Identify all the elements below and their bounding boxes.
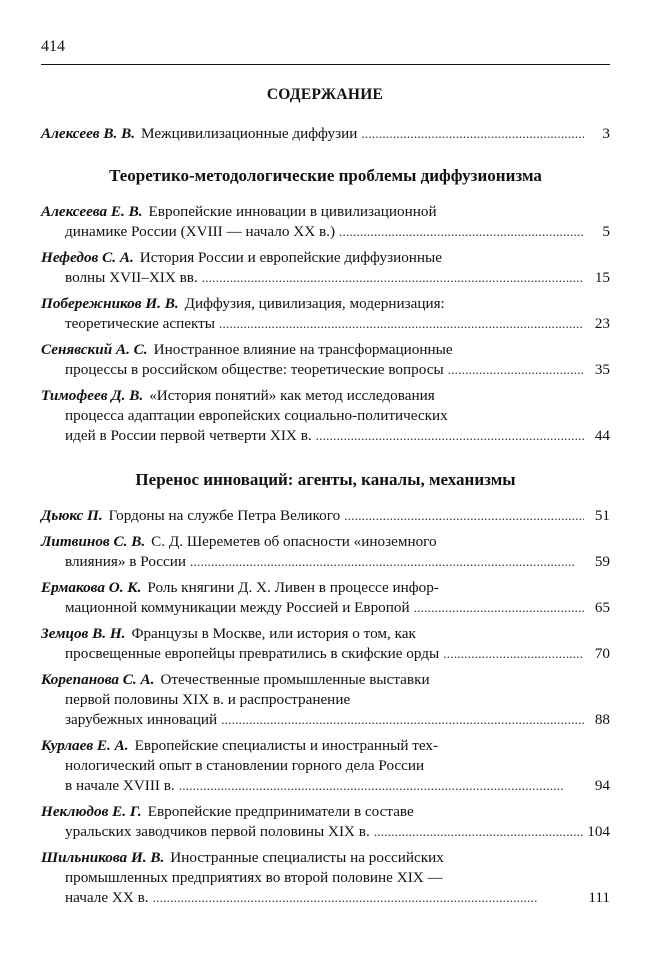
entry-page-number: 59	[594, 553, 610, 570]
entry-title-text: Европейские специалисты и иностранный тех-	[134, 737, 439, 754]
entry-title-text: просвещенные европейцы превратились в скифские орды	[65, 645, 440, 662]
toc-entry-line	[41, 202, 610, 222]
entry-page-number: 35	[594, 361, 610, 378]
toc-entry-line	[41, 426, 610, 446]
entry-author: Неклюдов Е. Г.	[41, 803, 142, 820]
toc-entry	[41, 202, 610, 242]
entry-title-text: Гордоны на службе Петра Великого	[108, 507, 341, 524]
toc-entry	[41, 736, 610, 796]
toc-entry-line	[41, 406, 610, 426]
entry-author: Тимофеев Д. В.	[41, 387, 144, 404]
entry-title-text: уральских заводчиков первой половины XIX в.	[65, 823, 370, 840]
entry-title-text: процессы в российском обществе: теоретические вопросы	[65, 361, 444, 378]
toc-title: СОДЕРЖАНИЕ	[266, 86, 384, 103]
dot-leader	[153, 888, 584, 908]
entry-page-number: 104	[587, 823, 610, 840]
dot-leader	[339, 222, 584, 242]
page-header	[41, 36, 610, 65]
toc-entry-line	[41, 888, 610, 908]
entry-title-text: Европейские инновации в цивилизационной	[148, 203, 437, 220]
toc-entry	[41, 340, 610, 380]
dot-leader	[202, 268, 584, 288]
entry-title-text: идей в России первой четверти XIX в.	[65, 427, 312, 444]
toc-entry-line	[41, 552, 610, 572]
entry-title-text: зарубежных инноваций	[65, 711, 218, 728]
toc-entry-line	[41, 294, 610, 314]
entry-page-number: 15	[594, 269, 610, 286]
entry-title-text: нологический опыт в становлении горного дела России	[65, 757, 425, 774]
toc-entry-line	[41, 848, 610, 868]
entry-title-text: Отечественные промышленные выставки	[160, 671, 430, 688]
entry-title-text: теоретические аспекты	[65, 315, 215, 332]
toc-entry	[41, 248, 610, 288]
entry-title-text: динамике России (XVIII — начало XX в.)	[65, 223, 336, 240]
entry-author: Алексеева Е. В.	[41, 203, 143, 220]
entry-title-text: Европейские предприниматели в составе	[147, 803, 414, 820]
toc-entry	[41, 578, 610, 618]
entry-title-text: Французы в Москве, или история о том, как	[131, 625, 416, 642]
toc-entry-line	[41, 506, 610, 526]
toc-entry-line	[41, 314, 610, 334]
entry-page-number: 65	[594, 599, 610, 616]
entry-title-text: Межцивилизационные диффузии	[141, 125, 358, 142]
dot-leader	[448, 360, 584, 380]
entry-title-text: Диффузия, цивилизация, модернизация:	[184, 295, 445, 312]
entry-author: Шильникова И. В.	[41, 849, 165, 866]
dot-leader	[190, 552, 584, 572]
dot-leader	[361, 124, 584, 144]
toc-entry-line	[41, 756, 610, 776]
entry-author: Алексеев В. В.	[41, 125, 136, 142]
entry-author: Ермакова О. К.	[41, 579, 142, 596]
toc-entry-line	[41, 776, 610, 796]
entry-author: Курлаев Е. А.	[41, 737, 129, 754]
entry-title-text: Роль княгини Д. Х. Ливен в процессе инфор-	[147, 579, 439, 596]
toc-entry-line	[41, 644, 610, 664]
entry-page-number: 3	[602, 125, 610, 142]
entry-author: Земцов В. Н.	[41, 625, 126, 642]
toc-entry-line	[41, 340, 610, 360]
toc-entry	[41, 294, 610, 334]
toc-entry-line	[41, 802, 610, 822]
entry-title-text: С. Д. Шереметев об опасности «иноземного	[151, 533, 437, 550]
dot-leader	[179, 776, 584, 796]
entry-author: Дьюкс П.	[41, 507, 103, 524]
toc-entry-line	[41, 690, 610, 710]
toc-entry	[41, 386, 610, 446]
entry-page-number: 70	[594, 645, 610, 662]
page-number: 414	[41, 38, 65, 55]
section-heading: Перенос инноваций: агенты, каналы, механизмы	[135, 470, 516, 489]
entry-title-text: первой половины XIX в. и распространение	[65, 691, 351, 708]
dot-leader	[414, 598, 584, 618]
entry-author: Сенявский А. С.	[41, 341, 148, 358]
entry-title-text: промышленных предприятиях во второй половине XIX —	[65, 869, 443, 886]
entry-title-text: влияния» в России	[65, 553, 187, 570]
toc-entry-line	[41, 268, 610, 288]
entry-author: Корепанова С. А.	[41, 671, 155, 688]
entry-page-number: 88	[594, 711, 610, 728]
toc-entry-line	[41, 124, 610, 144]
toc-entry	[41, 124, 610, 144]
dot-leader	[316, 426, 584, 446]
toc-entry-line	[41, 710, 610, 730]
entry-page-number: 44	[594, 427, 610, 444]
toc-entry-line	[41, 868, 610, 888]
dot-leader	[374, 822, 583, 842]
entry-title-text: волны XVII–XIX вв.	[65, 269, 198, 286]
toc-entry	[41, 802, 610, 842]
entry-title-text: История России и европейские диффузионные	[139, 249, 442, 266]
entry-title-text: начале XX в.	[65, 889, 149, 906]
toc-entry-line	[41, 624, 610, 644]
section-heading: Теоретико-методологические проблемы диффузионизма	[109, 166, 542, 185]
toc-entry-line	[41, 360, 610, 380]
entry-title-text: процесса адаптации европейских социально-политических	[65, 407, 448, 424]
toc-entry	[41, 532, 610, 572]
entry-author: Литвинов С. В.	[41, 533, 146, 550]
dot-leader	[221, 710, 584, 730]
toc-entry	[41, 624, 610, 664]
dot-leader	[344, 506, 584, 526]
table-of-contents	[41, 124, 610, 914]
toc-entry-line	[41, 532, 610, 552]
entry-title-text: «История понятий» как метод исследования	[149, 387, 435, 404]
entry-title-text: Иностранное влияние на трансформационные	[153, 341, 453, 358]
toc-entry-line	[41, 386, 610, 406]
toc-entry	[41, 670, 610, 730]
entry-author: Нефедов С. А.	[41, 249, 134, 266]
toc-entry-line	[41, 248, 610, 268]
entry-page-number: 5	[602, 223, 610, 240]
toc-entry-line	[41, 736, 610, 756]
toc-entry-line	[41, 578, 610, 598]
entry-author: Побережников И. В.	[41, 295, 179, 312]
entry-title-text: мационной коммуникации между Россией и Европой	[65, 599, 410, 616]
toc-entry-line	[41, 822, 610, 842]
entry-title-text: в начале XVIII в.	[65, 777, 175, 794]
entry-title-text: Иностранные специалисты на российских	[170, 849, 444, 866]
dot-leader	[219, 314, 584, 334]
toc-entry-line	[41, 222, 610, 242]
dot-leader	[443, 644, 584, 664]
entry-page-number: 111	[588, 889, 610, 906]
toc-entry-line	[41, 670, 610, 690]
toc-entry	[41, 506, 610, 526]
toc-entry-line	[41, 598, 610, 618]
entry-page-number: 94	[594, 777, 610, 794]
entry-page-number: 51	[594, 507, 610, 524]
entry-page-number: 23	[594, 315, 610, 332]
toc-entry	[41, 848, 610, 908]
